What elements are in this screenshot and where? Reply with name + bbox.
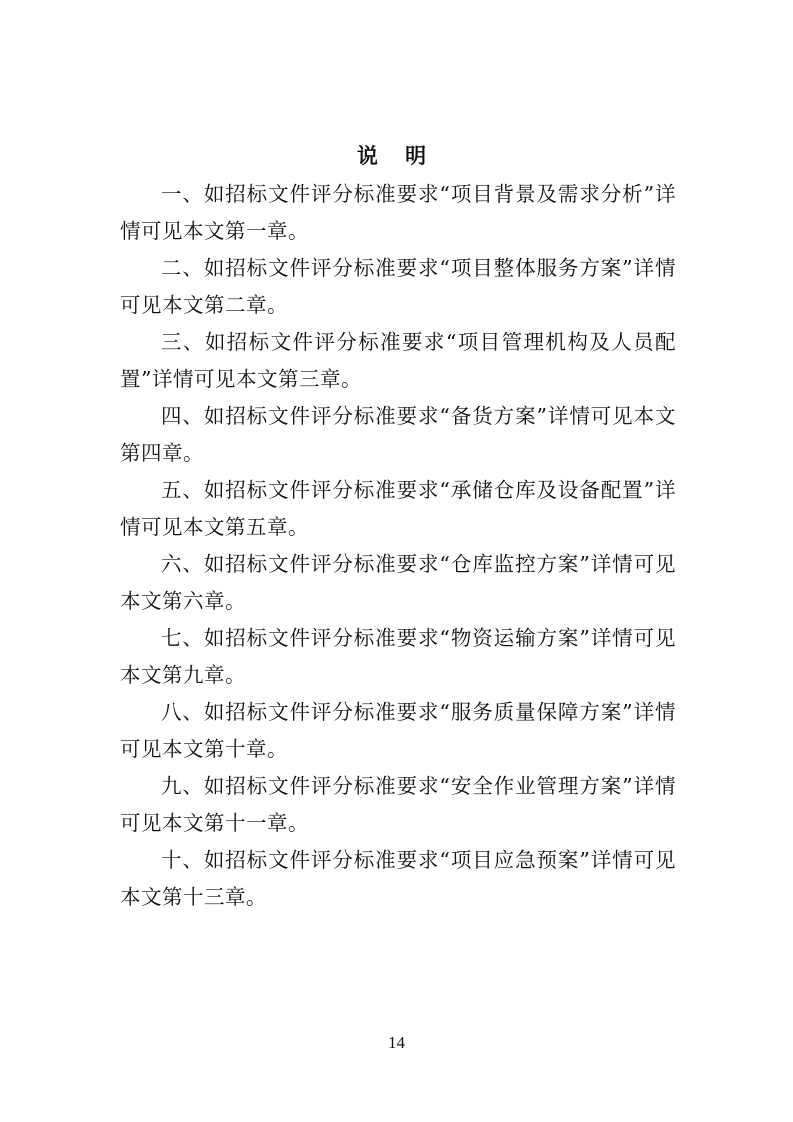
page-number: 14 [388, 1033, 405, 1052]
explanation-item-9: 九、如招标文件评分标准要求“安全作业管理方案”详情可见本文第十一章。 [120, 774, 676, 835]
explanation-item-7: 七、如招标文件评分标准要求“物资运输方案”详情可见本文第九章。 [120, 626, 676, 687]
explanation-item-5: 五、如招标文件评分标准要求“承储仓库及设备配置”详情可见本文第五章。 [120, 478, 676, 539]
explanation-item-6: 六、如招标文件评分标准要求“仓库监控方案”详情可见本文第六章。 [120, 552, 676, 613]
explanation-list [120, 176, 676, 916]
explanation-item-8: 八、如招标文件评分标准要求“服务质量保障方案”详情可见本文第十章。 [120, 700, 676, 761]
explanation-item-2: 二、如招标文件评分标准要求“项目整体服务方案”详情可见本文第二章。 [120, 256, 676, 317]
explanation-item-3: 三、如招标文件评分标准要求“项目管理机构及人员配置”详情可见本文第三章。 [120, 330, 676, 391]
explanation-item-4: 四、如招标文件评分标准要求“备货方案”详情可见本文第四章。 [120, 404, 676, 465]
page-title: 说 明 [356, 143, 437, 168]
explanation-item-1: 一、如招标文件评分标准要求“项目背景及需求分析”详情可见本文第一章。 [120, 182, 676, 243]
explanation-item-10: 十、如招标文件评分标准要求“项目应急预案”详情可见本文第十三章。 [120, 848, 676, 909]
